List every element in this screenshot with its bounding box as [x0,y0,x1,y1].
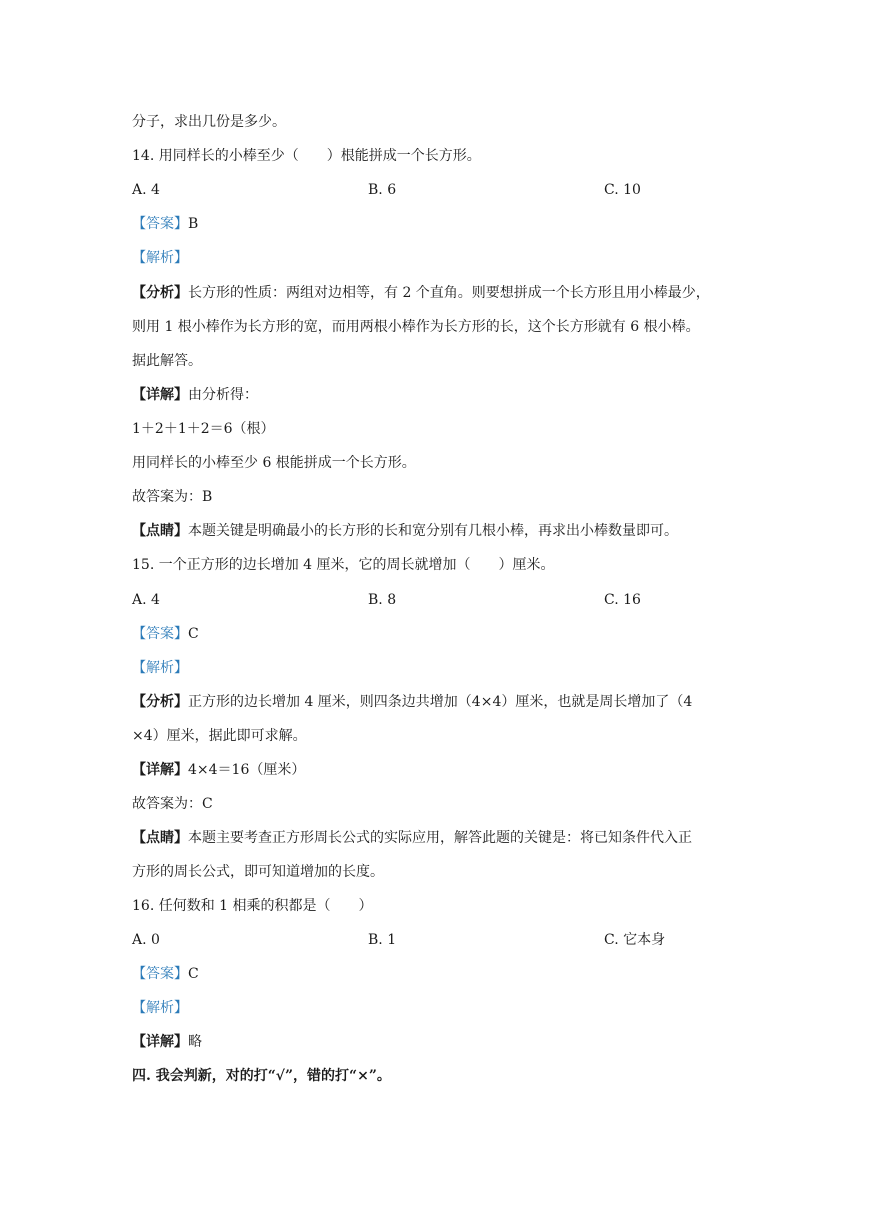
fenxi-tag: 【分析】 [132,285,188,301]
question-15: 15. 一个正方形的边长增加 4 厘米，它的周长就增加（ ）厘米。 [132,557,555,573]
q15-option-b: B. 8 [368,592,397,608]
xiangjie-text: 4×4＝16（厘米） [188,762,306,778]
q15-fenxi [132,692,692,712]
text-line: ×4）厘米，据此即可求解。 [132,728,307,744]
text-line: 方形的周长公式，即可知道增加的长度。 [132,864,384,880]
q15-dianjing [132,828,692,848]
q15-option-a: A. 4 [132,592,160,608]
q15-analysis-tag: 【解析】 [132,660,188,676]
text-line: 则用 1 根小棒作为长方形的宽，而用两根小棒作为长方形的长，这个长方形就有 6 根小棒。 [132,319,700,335]
q16-option-c: C. 它本身 [604,932,666,948]
answer-value: C [188,626,199,642]
xiangjie-text: 由分析得： [188,387,258,403]
q16-answer [132,964,199,984]
q14-option-b: B. 6 [368,182,397,198]
fenxi-text: 正方形的边长增加 4 厘米，则四条边共增加（4×4）厘米，也就是周长增加了（4 [188,694,693,710]
answer-value: B [188,216,199,232]
text-line: 分子，求出几份是多少。 [132,114,286,130]
section-4-heading: 四. 我会判新，对的打“√”，错的打“×”。 [132,1068,391,1084]
dianjing-text: 本题主要考查正方形周长公式的实际应用，解答此题的关键是：将已知条件代入正 [188,830,692,846]
q16-option-a: A. 0 [132,932,160,948]
q14-fenxi [132,283,710,303]
dianjing-tag: 【点睛】 [132,830,188,846]
q14-option-c: C. 10 [604,182,641,198]
answer-tag: 【答案】 [132,966,188,982]
text-line: 1＋2＋1＋2＝6（根） [132,421,275,437]
question-14: 14. 用同样长的小棒至少（ ）根能拼成一个长方形。 [132,148,481,164]
q14-answer [132,214,198,234]
answer-value: C [188,966,199,982]
xiangjie-text: 略 [188,1034,202,1050]
text-line: 故答案为：B [132,489,213,505]
fenxi-text: 长方形的性质：两组对边相等，有 2 个直角。则要想拼成一个长方形且用小棒最少， [188,285,710,301]
q14-xiangjie [132,385,258,405]
xiangjie-tag: 【详解】 [132,1034,188,1050]
question-16: 16. 任何数和 1 相乘的积都是（ ） [132,898,373,914]
fenxi-tag: 【分析】 [132,694,188,710]
q14-dianjing [132,521,678,541]
q15-option-c: C. 16 [604,592,641,608]
text-line: 据此解答。 [132,353,202,369]
q14-option-a: A. 4 [132,182,160,198]
q16-option-b: B. 1 [368,932,397,948]
xiangjie-tag: 【详解】 [132,762,188,778]
q16-analysis-tag: 【解析】 [132,1000,188,1016]
q14-analysis-tag: 【解析】 [132,250,188,266]
dianjing-text: 本题关键是明确最小的长方形的长和宽分别有几根小棒，再求出小棒数量即可。 [188,523,678,539]
answer-tag: 【答案】 [132,626,188,642]
q16-xiangjie [132,1032,202,1052]
q15-answer [132,624,199,644]
dianjing-tag: 【点睛】 [132,523,188,539]
text-line: 用同样长的小棒至少 6 根能拼成一个长方形。 [132,455,416,471]
q15-xiangjie [132,760,305,780]
answer-tag: 【答案】 [132,216,188,232]
text-line: 故答案为：C [132,796,213,812]
xiangjie-tag: 【详解】 [132,387,188,403]
